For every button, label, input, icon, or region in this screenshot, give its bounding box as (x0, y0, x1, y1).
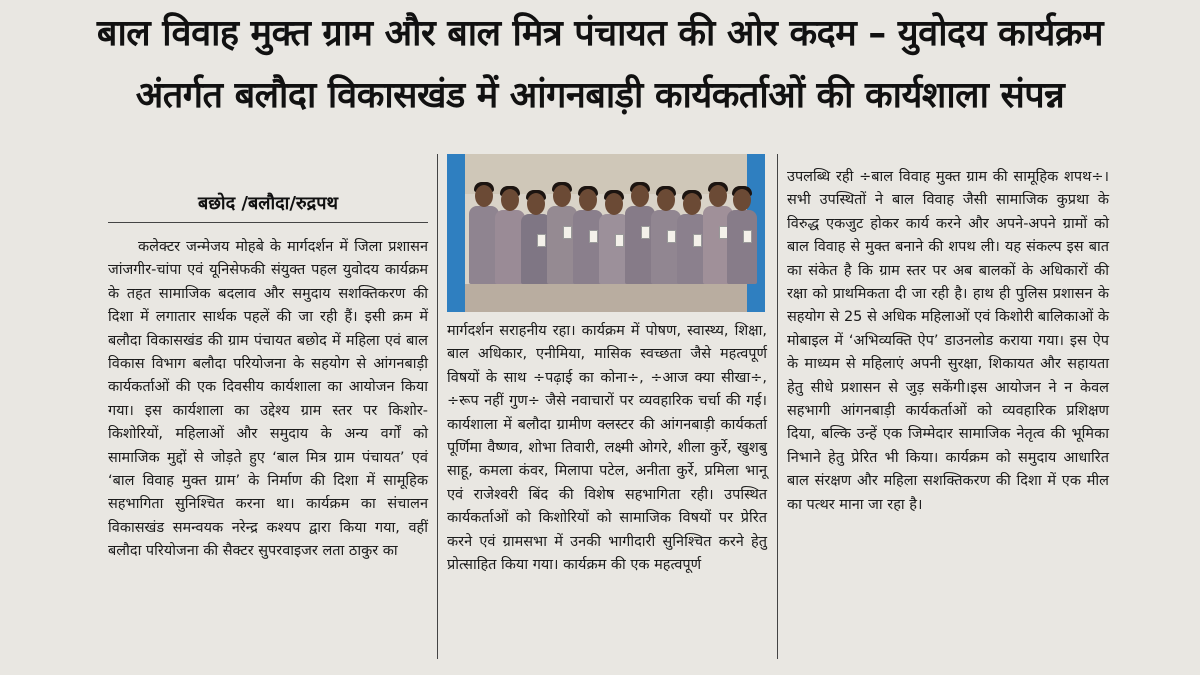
held-card (743, 230, 752, 243)
person-head (475, 185, 493, 207)
held-card (563, 226, 572, 239)
held-card (667, 230, 676, 243)
person-head (631, 185, 649, 207)
person-head (501, 189, 519, 211)
held-card (641, 226, 650, 239)
article-column-2 (447, 320, 767, 577)
person-head (527, 193, 545, 215)
person-head (553, 185, 571, 207)
headline (0, 2, 1200, 126)
dateline-rule (108, 222, 428, 223)
person-head (683, 193, 701, 215)
held-card (615, 234, 624, 247)
held-card (693, 234, 702, 247)
article-column-1 (108, 236, 428, 564)
person-body (727, 210, 757, 284)
column-3-text: उपलब्धि रही ÷बाल विवाह मुक्त ग्राम की सामूहिक शपथ÷। सभी उपस्थितों ने बाल विवाह जैसी सामाजिक कुप्रथा के विरुद्ध एकजुट होकर कार्य करने और अपने-अपने ग्रामों को बाल विवाह से मुक्त बनाने की शपथ ली। यह संकल्प इस बात का संकेत है कि ग्राम स्तर पर अब बालकों के अधिकारों की रक्षा को प्राथमिकता दी जा रही है। हाथ ही पुलिस प्रशासन के सहयोग से 25 से अधिक महिलाओं एवं किशोरी बालिकाओं के मोबाइल में ‘अभिव्यक्ति ऐप’ डाउनलोड कराया गया। इस ऐप के माध्यम से महिलाएं अपनी सुरक्षा, शिकायत और सहायता हेतु सीधे प्रशासन से जुड़ सकेंगी।इस आयोजन ने न केवल सहभागी आंगनबाड़ी कार्यकर्ताओं को व्यवहारिक प्रशिक्षण दिया, बल्कि उन्हें एक जिम्मेदार सामाजिक नेतृत्व की भूमिका निभाने हेतु प्रेरित भी किया। कार्यक्रम को समुदाय आधारित बाल संरक्षण और महिला सशक्तिकरण की दिशा में एक मील का पत्थर माना जा रहा है। (787, 169, 1109, 513)
column-divider-1 (437, 154, 438, 659)
headline-line-1: बाल विवाह मुक्त ग्राम और बाल मित्र पंचायत की ओर कदम – युवोदय कार्यक्रम (96, 13, 1104, 54)
column-1-text: कलेक्टर जन्मेजय मोहबे के मार्गदर्शन में जिला प्रशासन जांजगीर-चांपा एवं यूनिसेफकी संयुक्त पहल युवोदय कार्यक्रम के तहत सामाजिक बदलाव और समुदाय सशक्तिकरण की दिशा में लगातार सार्थक पहलें की जा रही हैं। इसी क्रम में बलौदा विकासखंड की ग्राम पंचायत बछोद में महिला एवं बाल विकास विभाग बलौदा परियोजना के सहयोग से आंगनबाड़ी कार्यकर्ताओं की एक दिवसीय कार्यशाला का आयोजन किया गया। इस कार्यशाला का उद्देश्य ग्राम स्तर पर किशोर-किशोरियों, महिलाओं और समुदाय के अन्य वर्गों को सामाजिक मुद्दों से जोड़ते हुए ‘बाल मित्र ग्राम पंचायत’ एवं ‘बाल विवाह मुक्त ग्राम’ के निर्माण की दिशा में सामूहिक सहभागिता सुनिश्चित करना था। कार्यक्रम का संचालन विकासखंड समन्वयक नरेन्द्र कश्यप द्वारा किया गया, वहीं बलौदा परियोजना की सैक्टर सुपरवाइजर लता ठाकुर का (108, 239, 428, 560)
person-head (733, 189, 751, 211)
photo-pillar-left (447, 154, 465, 312)
article-column-3 (787, 166, 1109, 517)
group-photo (447, 154, 765, 312)
person-head (605, 193, 623, 215)
held-card (537, 234, 546, 247)
column-2-text: मार्गदर्शन सराहनीय रहा। कार्यक्रम में पोषण, स्वास्थ्य, शिक्षा, बाल अधिकार, एनीमिया, मासिक स्वच्छता जैसे महत्वपूर्ण विषयों के साथ ÷पढ़ाई का कोना÷, ÷आज क्या सीखा÷, ÷रूप नहीं गुण÷ जैसे नवाचारों पर व्यवहारिक चर्चा की गई। कार्यशाला में बलौदा ग्रामीण क्लस्टर की आंगनबाड़ी कार्यकर्ता पूर्णिमा वैष्णव, शोभा तिवारी, लक्ष्मी ओगरे, शीला कुर्रे, खुशबु साहू, कमला कंवर, मिलापा पटेल, अनीता कुर्रे, प्रमिला भानू एवं राजेश्वरी बिंद की विशेष सहभागिता रही। उपस्थित कार्यकर्ताओं को किशोरियों को सामाजिक विषयों पर प्रेरित करने एवं ग्रामसभा में उनकी भागीदारी सुनिश्चित करने हेतु प्रोत्साहित किया गया। कार्यक्रम की एक महत्वपूर्ण (447, 323, 767, 574)
held-card (589, 230, 598, 243)
column-divider-2 (777, 154, 778, 659)
dateline: बछोद /बलौदा/रुद्रपथ (198, 193, 338, 214)
person-head (657, 189, 675, 211)
headline-line-2: अंतर्गत बलौदा विकासखंड में आंगनबाड़ी कार्यकर्ताओं की कार्यशाला संपन्न (135, 75, 1065, 116)
photo-floor (447, 284, 765, 312)
person-head (709, 185, 727, 207)
person-head (579, 189, 597, 211)
